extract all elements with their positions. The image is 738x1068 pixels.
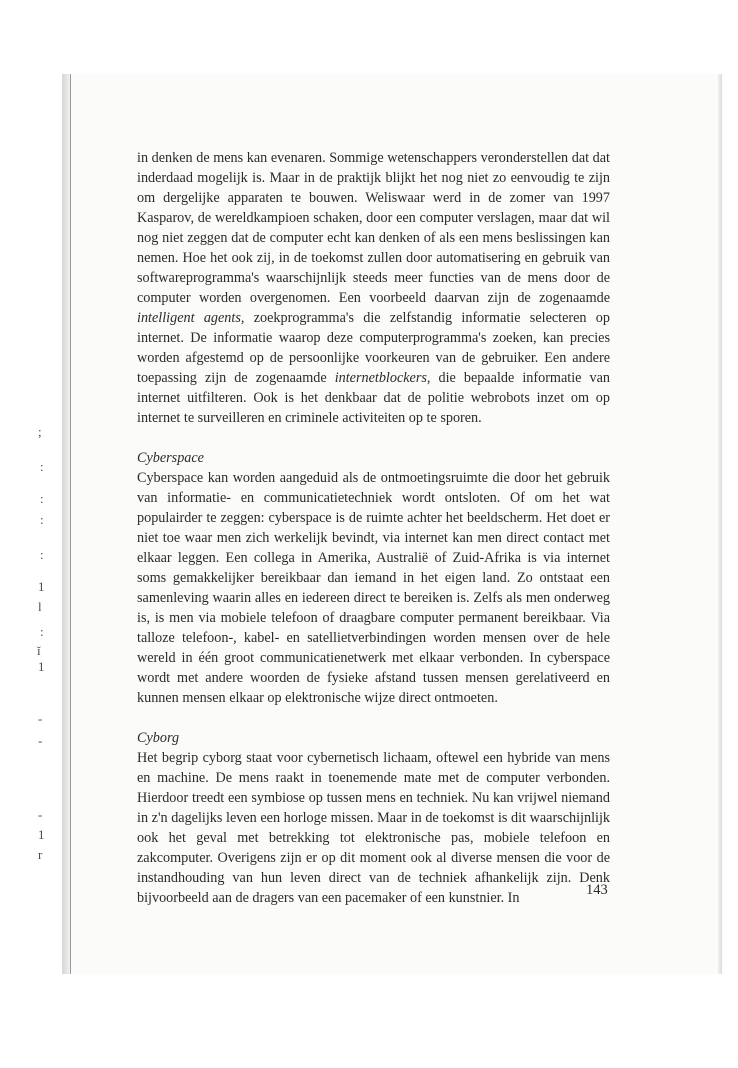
margin-mark: - xyxy=(38,807,43,822)
page-content xyxy=(137,148,610,908)
section-body-cyborg: Het begrip cyborg staat voor cybernetisch lichaam, oftewel een hybride van mens en machine. De mens raakt in toenemende mate met de computer verbonden. Hierdoor treedt een symbiose op tussen mens en techniek. Nu kan vrijwel niemand in z'n dagelijks leven een horloge missen. Maar in de toekomst is dit waarschijnlijk ook het geval met betrekking tot elektronische pas, mobiele telefoon en zakcomputer. Overigens zijn er op dit moment ook al diverse mensen die voor de instandhouding van hun leven direct van de techniek afhankelijk zijn. Denk bijvoorbeeld aan de dragers van een pacemaker of een kunstnier. In xyxy=(137,750,610,906)
page-number: 143 xyxy=(586,882,608,898)
section-body-cyberspace: Cyberspace kan worden aangeduid als de ontmoetingsruimte die door het gebruik van informatie- en communicatietechniek wordt ontsloten. Of om het wat populairder te zeggen: cyberspace is de ruimte achter het beeldscherm. Het doet er niet toe waar men zich werkelijk bevindt, via internet kan men direct contact met elkaar leggen. Een collega in Amerika, Australië of Zuid-Afrika is via internet soms gemakkelijker bereikbaar dan iemand in het eigen land. Zo ontstaat een samenleving waarin alles en iedereen direct te bereiken is. Zelfs als men onderweg is, is men via mobiele telefoon of draagbare computer permanent bereikbaar. Via talloze telefoon-, kabel- en satellietverbindingen worden mensen over de hele wereld in één groot communicatienetwerk met elkaar verbonden. In cyberspace wordt met andere woorden de fysieke afstand tussen mensen gerelativeerd en kunnen mensen elkaar op elektronische wijze direct ontmoeten. xyxy=(137,470,610,706)
page-edge xyxy=(718,74,722,974)
intro-paragraph xyxy=(137,148,610,428)
margin-mark: r xyxy=(38,847,43,862)
margin-mark: : xyxy=(40,459,44,474)
text-run: in denken de mens kan evenaren. Sommige wetenschappers veronderstellen dat dat inderdaad mogelijk is. Maar in de praktijk blijkt het nog niet zo eenvoudig te zijn om dergelijke apparaten te bouwen. Weliswaar werd in de zomer van 1997 Kasparov, de wereldkampioen schaken, door een computer verslagen, maar dat wil nog niet zeggen dat de computer echt kan denken of als een mens beslissingen kan nemen. Hoe het ook zij, in de toekomst zullen door automatisering en gebruik van softwareprogramma's waarschijnlijk steeds meer functies van de mens door de computer worden overgenomen. Een voorbeeld daarvan zijn de zogenaamde xyxy=(137,150,610,306)
italic-term: intelligent agents xyxy=(137,310,241,326)
margin-mark: : xyxy=(40,624,44,639)
margin-mark: 1 xyxy=(38,827,45,842)
margin-mark: : xyxy=(40,512,44,527)
previous-page-margin xyxy=(0,0,62,1068)
italic-term: internetblockers, xyxy=(334,370,431,386)
margin-mark: ; xyxy=(38,424,42,439)
margin-mark: l xyxy=(38,599,42,614)
margin-mark: ǐ xyxy=(37,643,41,658)
margin-mark: : xyxy=(40,547,44,562)
margin-mark: - xyxy=(38,711,43,726)
section-heading-cyborg: Cyborg xyxy=(137,730,180,746)
text-run: , zoekprogramma's die zelfstandig informatie selecteren op internet. De informatie waarop deze computerprogramma's zoeken, kan precies worden afgestemd op de persoonlijke voorkeuren van de gebruiker. Een andere toepassing zijn de zogenaamde xyxy=(137,310,610,386)
margin-mark: 1 xyxy=(38,659,45,674)
margin-mark: - xyxy=(38,733,43,748)
margin-mark: 1 xyxy=(38,579,45,594)
margin-mark: : xyxy=(40,491,44,506)
section-heading-cyberspace: Cyberspace xyxy=(137,450,204,466)
text-run: die bepaalde informatie van internet uitfilteren. Ook is het denkbaar dat de politie webrobots inzet om op internet te surveilleren en criminele activiteiten op te sporen. xyxy=(137,370,610,426)
